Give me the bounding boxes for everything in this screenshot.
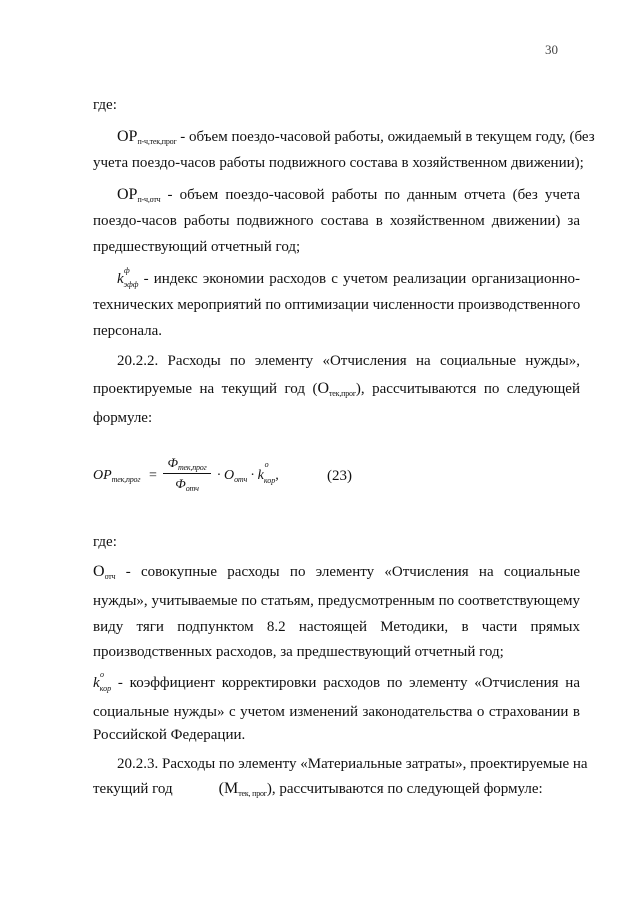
definition-k-eff-line-3: персонала. xyxy=(93,323,163,339)
definition-o-otch-line-4: производственных расходов, за предшествующий отчетный год; xyxy=(93,644,504,660)
page-number: 30 xyxy=(545,42,558,57)
k-kor-text: - коэффициент корректировки расходов по элементу «Отчисления на xyxy=(111,675,580,691)
formula-lhs: $OP_{тек,прог}$ xyxy=(93,468,141,484)
formula-multipliers: · $О_{отч} \cdot k$ о $_{кор}$, xyxy=(217,460,279,485)
where-label-1: где: xyxy=(93,97,117,113)
formula-numerator: $Ф_{тек,прог}$ xyxy=(167,455,207,472)
k-eff-symbol: k ф $_{эфф}$ xyxy=(117,266,139,289)
formula-denominator: $Ф_{отч}$ xyxy=(175,476,199,493)
definition-o-otch-line-1 xyxy=(93,563,580,583)
definition-k-kor-line-2: социальные нужды» с учетом изменений законодательства о страховании в xyxy=(93,704,580,720)
definition-op-otch-line-1 xyxy=(117,186,580,206)
formula-number: (23) xyxy=(327,468,352,484)
k-eff-text: - индекс экономии расходов с учетом реализации организационно- xyxy=(138,271,580,287)
formula-equals: = xyxy=(149,468,157,483)
definition-k-eff-line-1 xyxy=(117,266,580,290)
definition-o-otch-line-3: виду тяги подпунктом 8.2 настоящей Методики, в части прямых xyxy=(93,619,580,635)
paragraph-20-2-3-line-1: 20.2.3. Расходы по элементу «Материальные затраты», проектируемые на xyxy=(117,756,588,772)
definition-k-eff-line-2: технических мероприятий по оптимизации численности производственного xyxy=(93,297,581,313)
o-otch-symbol: О xyxy=(93,563,105,580)
op-prog-symbol: ОР xyxy=(117,128,138,145)
o-otch-text: - совокупные расходы по элементу «Отчисления на социальные xyxy=(115,564,580,580)
definition-op-prog-line-2: учета поездо-часов работы подвижного состава в хозяйственном движении); xyxy=(93,155,584,171)
definition-k-kor-line-3: Российской Федерации. xyxy=(93,727,246,743)
paragraph-20-2-2-line-1: 20.2.2. Расходы по элементу «Отчисления на социальные нужды», xyxy=(117,353,580,369)
op-prog-subscript: п-ч,тек,прог xyxy=(137,137,177,146)
op-otch-text: - объем поездо-часовой работы по данным отчета (без учета xyxy=(160,187,580,203)
definition-op-otch-line-3: предшествующий отчетный год; xyxy=(93,239,301,255)
op-otch-symbol: ОР xyxy=(117,186,138,203)
formula-fraction xyxy=(163,455,211,492)
k-kor-symbol: k о $_{кор}$ xyxy=(93,670,112,693)
op-otch-subscript: п-ч,отч xyxy=(137,195,161,204)
op-prog-text: - объем поездо-часовой работы, ожидаемый в текущем году, (без xyxy=(176,129,595,145)
definition-op-otch-line-2: поездо-часов работы подвижного состава в хозяйственном движении) за xyxy=(93,213,580,229)
where-label-2: где: xyxy=(93,534,117,550)
paragraph-20-2-2-line-2: проектируемые на текущий год $(О_{тек,прог})$, рассчитываются по следующей xyxy=(93,380,580,398)
paragraph-20-2-3-line-2: текущий год $(М_{тек, прог})$, рассчитываются по следующей формуле: xyxy=(93,780,543,798)
paragraph-20-2-2-line-3: формуле: xyxy=(93,410,153,426)
definition-k-kor-line-1 xyxy=(93,670,580,694)
formula-23 xyxy=(93,455,393,515)
o-otch-subscript: отч xyxy=(104,572,116,581)
definition-op-prog-line-1 xyxy=(117,128,595,148)
fraction-bar xyxy=(163,473,211,474)
definition-o-otch-line-2: нужды», учитываемые по статьям, предусмотренным по соответствующему xyxy=(93,593,580,609)
